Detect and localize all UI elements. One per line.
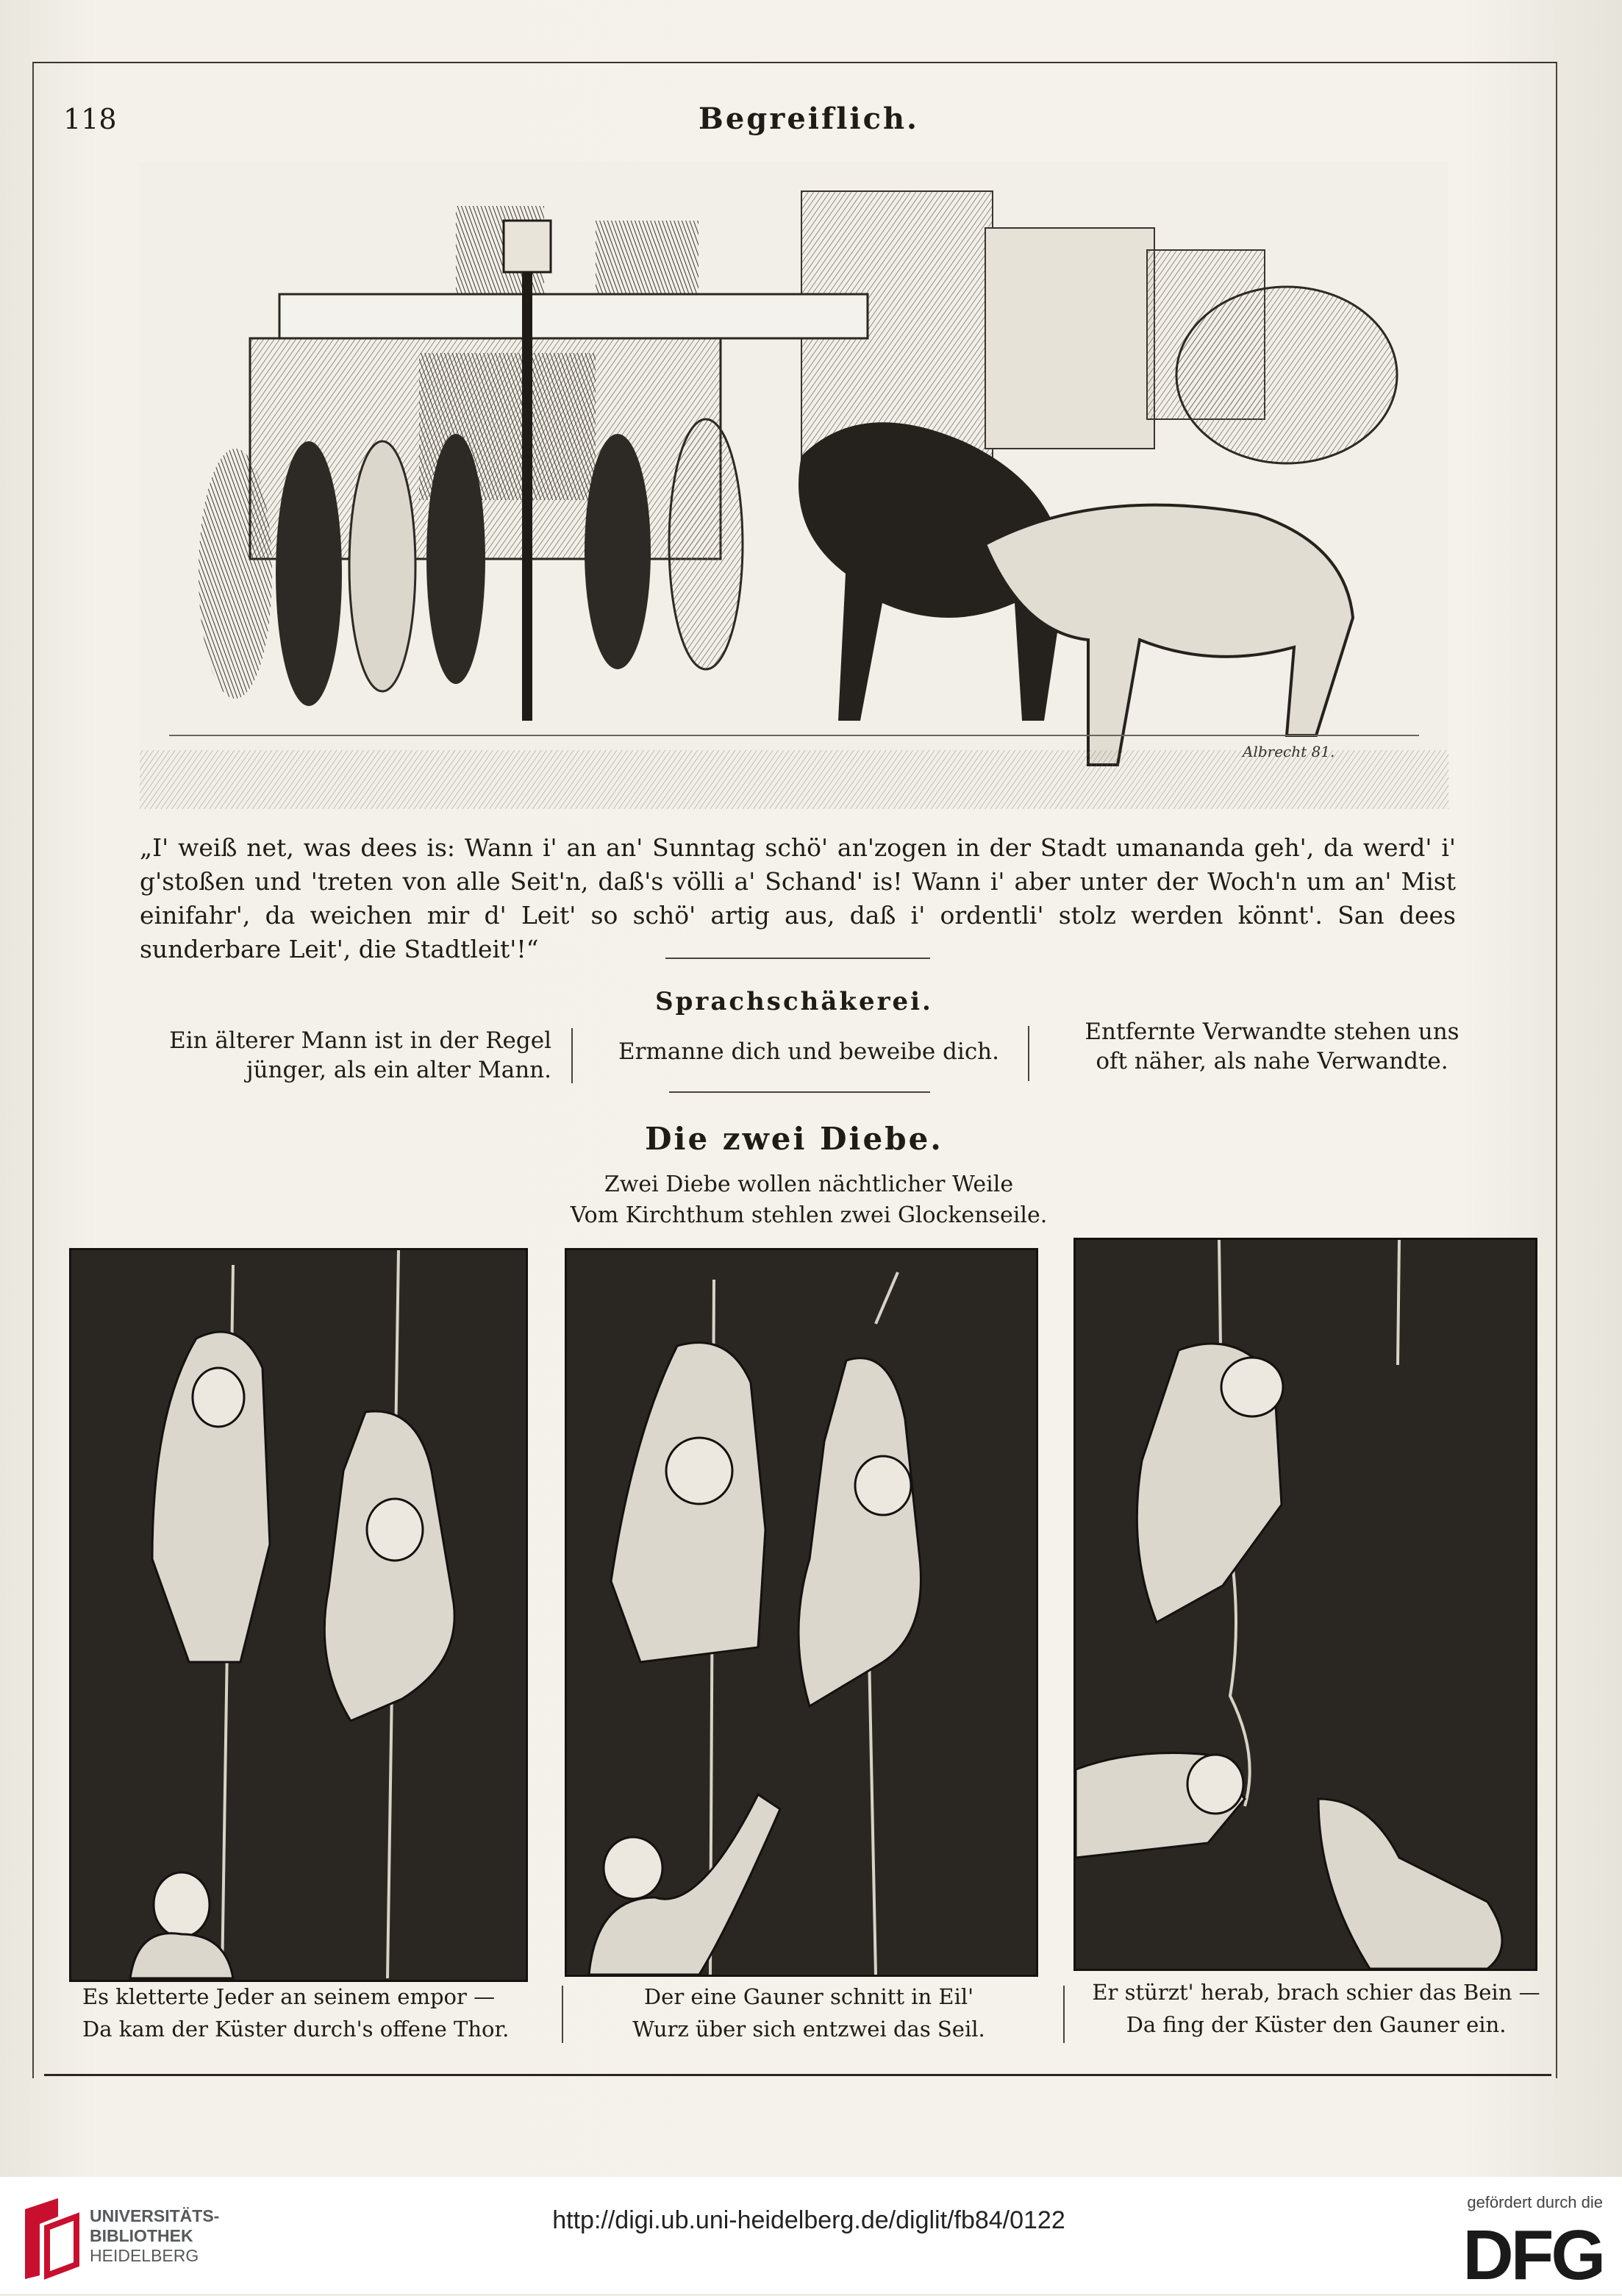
saying-separator <box>571 1028 573 1083</box>
digitization-footer <box>0 2177 1622 2294</box>
comic-panel-3 <box>1073 1238 1537 1971</box>
caption-2 <box>566 1981 1051 2045</box>
verse-line-1: Zwei Diebe wollen nächtlicher Weile <box>604 1172 1014 1197</box>
dfg-logo: DFG <box>1462 2216 1603 2295</box>
saying-3 <box>1044 1017 1500 1076</box>
comic-panel-2 <box>565 1248 1038 1977</box>
saying-3-line-1: Entfernte Verwandte stehen uns <box>1085 1019 1460 1045</box>
caption-1 <box>82 1981 538 2045</box>
caption-3-line-2: Da fing der Küster den Gauner ein. <box>1126 2012 1507 2037</box>
comic-panel-1 <box>69 1248 528 1982</box>
library-name <box>90 2206 219 2266</box>
saying-1-line-2: jünger, als ein alter Mann. <box>246 1057 551 1083</box>
permalink-url[interactable]: http://digi.ub.uni-heidelberg.de/diglit/fb84/0122 <box>552 2206 1065 2234</box>
saying-2 <box>588 1037 1029 1066</box>
funding-note: gefördert durch die <box>1467 2193 1603 2211</box>
caption-2-line-2: Wurz über sich entzwei das Seil. <box>632 2017 985 2042</box>
library-name-line-2: BIBLIOTHEK <box>90 2226 193 2245</box>
caption-separator <box>1063 1986 1065 2043</box>
street-scene-engraving <box>140 162 1448 809</box>
saying-separator <box>1028 1026 1029 1081</box>
artist-signature: Albrecht 81. <box>1243 743 1335 760</box>
page-title: Begreiflich. <box>699 101 919 136</box>
library-name-line-3: HEIDELBERG <box>90 2246 199 2265</box>
caption-3-line-1: Er stürzt' herab, brach schier das Bein — <box>1092 1980 1540 2005</box>
divider <box>665 958 930 959</box>
caption-1-line-1: Es kletterte Jeder an seinem empor — <box>82 1984 496 2009</box>
saying-2-line-1: Ermanne dich und beweibe dich. <box>618 1038 999 1065</box>
divider <box>669 1091 930 1093</box>
saying-1-line-1: Ein älterer Mann ist in der Regel <box>169 1027 551 1054</box>
caption-separator <box>562 1986 563 2043</box>
saying-3-line-2: oft näher, als nahe Verwandte. <box>1096 1048 1448 1074</box>
caption-3 <box>1081 1976 1551 2041</box>
verse-line-2: Vom Kirchthum stehlen zwei Glockenseile. <box>570 1202 1048 1228</box>
diebe-verse <box>515 1169 1103 1231</box>
library-name-line-1: UNIVERSITÄTS- <box>90 2206 220 2225</box>
bottom-rule <box>44 2074 1551 2076</box>
dialect-quote: „I' weiß net, was dees is: Wann i' an an' Sunntag schö' an'zogen in der Stadt umananda geh', da werd' i' g'stoßen und 'treten von alle Seit'n, daß's völli a' Schand' is! Wann i' aber unter der Woch'n um an' Mist einifahr', da weichen mir d' Leit' so schö' artig aus, daß i' ordentli' stolz werden könnt'. San dees sunderbare Leit', die Stadtleit'!“ <box>140 833 1456 963</box>
section-title-diebe: Die zwei Diebe. <box>645 1121 943 1157</box>
saying-1 <box>110 1026 551 1085</box>
section-title-sprachschaekerei: Sprachschäkerei. <box>655 987 933 1016</box>
caption-1-line-2: Da kam der Küster durch's offene Thor. <box>82 2017 510 2042</box>
ub-heidelberg-logo-icon <box>18 2195 84 2286</box>
caption-2-line-1: Der eine Gauner schnitt in Eil' <box>643 1984 974 2009</box>
page-number: 118 <box>63 103 117 135</box>
